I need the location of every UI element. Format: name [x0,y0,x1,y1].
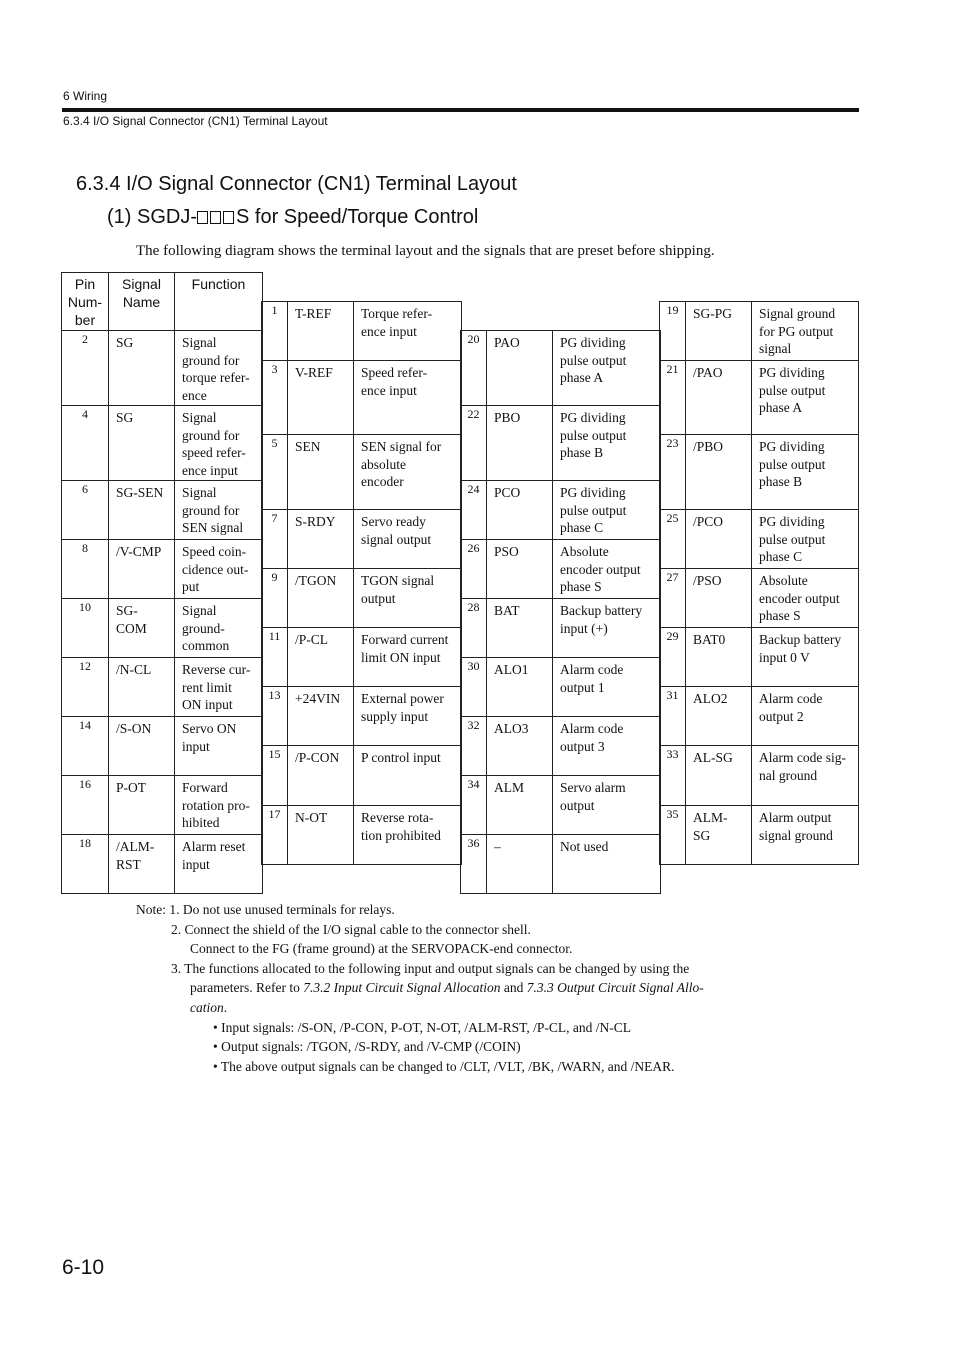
pin-number-text: 14 [79,718,91,732]
pin-number-text: 16 [79,777,91,791]
page-number: 6-10 [62,1256,105,1279]
pin-number [261,745,288,806]
signal-function-text: Backup battery input 0 V [759,632,842,665]
pin-number [61,480,109,540]
signal-name-text: AL-SG [693,750,733,765]
signal-function-text: PG dividing pulse output phase C [560,485,627,535]
signal-name-text: /S-ON [116,721,152,736]
signal-function [552,598,661,658]
signal-function-text: Speed refer- ence input [361,365,428,398]
signal-name-text: /TGON [295,573,337,588]
pin-number [659,745,686,806]
signal-name [108,834,175,894]
bullet-changeable-signals: • The above output signals can be changed to /CLT, /VLT, /BK, /WARN, and /NEAR. [213,1058,675,1074]
pin-number [460,330,487,406]
bullet-input-signals: • Input signals: /S-ON, /P-CON, P-OT, N-OT, /ALM-RST, /P-CL, and /N-CL [213,1019,631,1035]
pin-number [261,301,288,361]
pin-number-text: 29 [666,629,679,643]
pin-number-text: 3 [271,362,278,376]
pin-number [460,834,487,894]
pin-number [61,598,109,658]
pin-number-text: 9 [271,570,278,584]
signal-function-text: Forward rotation pro- hibited [182,780,250,830]
pin-number-text: 35 [666,807,679,821]
signal-function [552,330,661,406]
pin-number-text: 17 [268,807,281,821]
signal-name-text: PAO [494,335,520,350]
signal-name [486,480,553,540]
signal-name-text: ALO2 [693,691,728,706]
subsection-title [107,206,478,229]
signal-function-text: External power supply input [361,691,444,724]
signal-name [287,301,354,361]
signal-name [287,627,354,687]
pin-number [261,509,288,569]
signal-function [353,434,462,510]
signal-name [486,716,553,776]
signal-name [287,805,354,865]
signal-name [108,775,175,835]
signal-name-text: SG- COM [116,603,147,636]
note-2b: Connect to the FG (frame ground) at the SERVOPACK-end connector. [190,941,573,957]
note-3b-text: parameters. Refer to [190,980,304,996]
signal-name-text: /N-CL [116,662,152,677]
pin-number-text: 36 [467,836,480,850]
signal-function [174,657,263,717]
signal-name-text: SG-PG [693,306,733,321]
signal-name [108,480,175,540]
pin-number [659,301,686,361]
signal-name-text: /P-CL [295,632,329,647]
signal-name [108,716,175,776]
signal-function [552,657,661,717]
note-2a: 2. Connect the shield of the I/O signal cable to the connector shell. [171,921,531,937]
signal-function [552,775,661,835]
signal-function-text: Alarm code output 2 [759,691,823,724]
placeholder-box-icon [223,211,234,224]
signal-function-text: PG dividing pulse output phase B [560,410,627,460]
signal-name [486,405,553,481]
signal-function-text: Torque refer- ence input [361,306,433,339]
signal-name-text: ALM [494,780,524,795]
signal-function [751,509,859,569]
signal-function [751,360,859,435]
signal-function [751,686,859,746]
signal-name-text: N-OT [295,810,328,825]
signal-name [486,834,553,894]
signal-function [174,598,263,658]
signal-function-text: PG dividing pulse output phase A [759,365,826,415]
signal-function [174,480,263,540]
signal-name [486,330,553,406]
signal-name-text: PCO [494,485,521,500]
signal-function-text: SEN signal for absolute encoder [361,439,442,489]
pin-number [659,805,686,865]
signal-name [486,598,553,658]
pin-number [659,360,686,435]
pin-number [261,805,288,865]
pin-number-text: 31 [666,688,679,702]
pin-number-text: 33 [666,747,679,761]
signal-name [685,509,752,569]
pin-number [261,360,288,435]
pin-number-text: 15 [268,747,281,761]
signal-function-text: Signal ground for speed refer- ence input [182,410,246,478]
pin-number [659,627,686,687]
placeholder-box-icon [210,211,221,224]
signal-name [287,745,354,806]
signal-function [353,627,462,687]
signal-name-text: ALO1 [494,662,529,677]
signal-name-text: S-RDY [295,514,336,529]
pin-number-text: 23 [666,436,679,450]
signal-function [552,834,661,894]
signal-function [174,775,263,835]
signal-function [174,834,263,894]
signal-name [287,360,354,435]
signal-name [108,330,175,406]
pin-number [659,434,686,510]
header-signal-name-text: Signal Name [122,276,161,310]
signal-function-text: Alarm reset input [182,839,246,872]
signal-function [174,405,263,481]
signal-name-text: P-OT [116,780,146,795]
signal-function-text: Absolute encoder output phase S [560,544,641,594]
pin-number [61,834,109,894]
signal-name-text: /PSO [693,573,722,588]
signal-name [287,568,354,628]
pin-number-text: 1 [271,303,278,317]
pin-number [261,434,288,510]
signal-name-text: BAT0 [693,632,726,647]
pin-number-text: 19 [666,303,679,317]
ref-input-allocation[interactable]: 7.3.2 Input Circuit Signal Allocation [303,980,501,996]
signal-function-text: Signal ground- common [182,603,230,653]
signal-function-text: Alarm code sig- nal ground [759,750,846,783]
pin-number [61,330,109,406]
pin-number-text: 20 [467,332,480,346]
pin-number [261,568,288,628]
bullet-output-signals: • Output signals: /TGON, /S-RDY, and /V-CMP (/COIN) [213,1039,521,1055]
signal-name [287,509,354,569]
pin-number-text: 34 [467,777,480,791]
signal-function-text: Alarm code output 1 [560,662,624,695]
signal-name-text: /PCO [693,514,724,529]
pin-number [261,627,288,687]
signal-name [287,686,354,746]
pin-number [659,568,686,628]
signal-function-text: Signal ground for PG output signal [759,306,836,356]
signal-name-text: /PBO [693,439,724,454]
signal-function [751,434,859,510]
signal-name [486,539,553,599]
signal-function [353,568,462,628]
signal-function [751,627,859,687]
signal-function [552,405,661,481]
header-pin-number [61,272,109,331]
header-rule [62,108,859,112]
signal-function [353,360,462,435]
signal-function-text: PG dividing pulse output phase B [759,439,826,489]
signal-name [108,539,175,599]
signal-name-text: /V-CMP [116,544,162,559]
signal-name-text: SEN [295,439,321,454]
chapter-header: 6 Wiring [63,89,108,103]
pin-number [460,405,487,481]
signal-name-text: PSO [494,544,519,559]
signal-function-text: PG dividing pulse output phase A [560,335,627,385]
signal-function-text: Servo ready signal output [361,514,432,547]
pin-number [460,480,487,540]
placeholder-box-icon [197,211,208,224]
pin-number [460,539,487,599]
note-3a: 3. The functions allocated to the following input and output signals can be changed by using the [171,960,690,976]
signal-name [685,568,752,628]
signal-name-text: BAT [494,603,520,618]
signal-function [552,539,661,599]
signal-name [486,775,553,835]
pin-number [61,657,109,717]
signal-function-text: Alarm code output 3 [560,721,624,754]
note-3c-end: . [223,1000,228,1015]
pin-number-text: 27 [666,570,679,584]
note-3b [190,978,704,998]
pin-number-text: 6 [82,482,88,496]
signal-function [552,480,661,540]
signal-name-text: /P-CON [295,750,340,765]
signal-name-text: V-REF [295,365,333,380]
signal-name [108,598,175,658]
pin-number-text: 26 [467,541,480,555]
signal-name [108,405,175,481]
signal-function-text: Backup battery input (+) [560,603,643,636]
pin-number-text: 32 [467,718,480,732]
signal-function [353,301,462,361]
signal-function-text: Speed coin- cidence out- put [182,544,249,594]
note-1: Note: 1. Do not use unused terminals for relays. [136,902,395,917]
signal-name-text: +24VIN [295,691,341,706]
signal-name [685,360,752,435]
signal-name [287,434,354,510]
subtitle-prefix: (1) SGDJ- [107,206,197,228]
signal-function-text: Signal ground for SEN signal [182,485,244,535]
pin-number [460,775,487,835]
signal-name-text: SG-SEN [116,485,164,500]
pin-number-text: 25 [666,511,679,525]
signal-function-text: Forward current limit ON input [361,632,449,665]
intro-text: The following diagram shows the terminal layout and the signals that are preset before shipping. [136,243,715,259]
subtitle-suffix: S for Speed/Torque Control [236,206,479,228]
header-function [174,272,263,331]
pin-number-text: 21 [666,362,679,376]
signal-name-text: /PAO [693,365,723,380]
pin-number [659,509,686,569]
signal-function [353,509,462,569]
pin-number [460,598,487,658]
pin-number [659,686,686,746]
signal-function [751,301,859,361]
pin-number-text: 24 [467,482,480,496]
pin-number-text: 8 [82,541,88,555]
signal-name-text: – [494,839,501,854]
pin-number-text: 10 [79,600,91,614]
pin-number-text: 11 [268,629,281,643]
pin-number-text: 2 [82,332,88,346]
pin-number [61,716,109,776]
pin-number [460,657,487,717]
signal-function-text: PG dividing pulse output phase C [759,514,826,564]
pin-number-text: 7 [271,511,278,525]
signal-function [353,686,462,746]
pin-number-text: 28 [467,600,480,614]
signal-function-text: Servo ON input [182,721,237,754]
pin-number-text: 12 [79,659,91,673]
signal-function [353,805,462,865]
header-pin-number-text: Pin Num- ber [67,276,103,328]
signal-name-text: T-REF [295,306,332,321]
signal-function-text: Reverse cur- rent limit ON input [182,662,251,712]
note-3b-and: and [500,980,527,996]
signal-name-text: SG [116,335,134,350]
signal-name-text: ALM- SG [693,810,728,843]
signal-function-text: P control input [361,750,441,765]
signal-name [486,657,553,717]
header-function-text: Function [191,276,246,292]
signal-name [685,686,752,746]
signal-name-text: /ALM- RST [116,839,155,872]
pin-number [460,716,487,776]
signal-function [552,716,661,776]
signal-name [108,657,175,717]
signal-function [174,330,263,406]
signal-name [685,434,752,510]
section-title: 6.3.4 I/O Signal Connector (CN1) Terminal Layout [76,173,517,195]
note-3c [190,998,227,1018]
signal-function [174,539,263,599]
signal-function [751,805,859,865]
signal-function-text: Not used [560,839,609,854]
signal-name-text: ALO3 [494,721,529,736]
signal-name-text: PBO [494,410,521,425]
pin-number-text: 4 [82,407,88,421]
signal-name-text: SG [116,410,134,425]
signal-name [685,627,752,687]
header-signal-name [108,272,175,331]
signal-function [751,568,859,628]
signal-function-text: Alarm output signal ground [759,810,833,843]
signal-function-text: Signal ground for torque refer- ence [182,335,250,403]
signal-function-text: Servo alarm output [560,780,626,813]
signal-function-text: Reverse rota- tion prohibited [361,810,441,843]
signal-function [751,745,859,806]
signal-function-text: TGON signal output [361,573,435,606]
signal-name [685,745,752,806]
signal-name [685,301,752,361]
signal-function [174,716,263,776]
signal-name [685,805,752,865]
signal-function [353,745,462,806]
ref-output-allocation-cont[interactable]: cation [190,1000,224,1015]
pin-number-text: 5 [271,436,278,450]
ref-output-allocation[interactable]: 7.3.3 Output Circuit Signal Allo- [526,980,704,996]
signal-function-text: Absolute encoder output phase S [759,573,840,623]
pin-number-text: 22 [467,407,480,421]
pin-number [61,539,109,599]
pin-number [261,686,288,746]
pin-number-text: 13 [268,688,281,702]
pin-number-text: 30 [467,659,480,673]
pin-number [61,405,109,481]
pin-number [61,775,109,835]
pin-number-text: 18 [79,836,91,850]
section-header: 6.3.4 I/O Signal Connector (CN1) Terminal Layout [63,114,328,128]
